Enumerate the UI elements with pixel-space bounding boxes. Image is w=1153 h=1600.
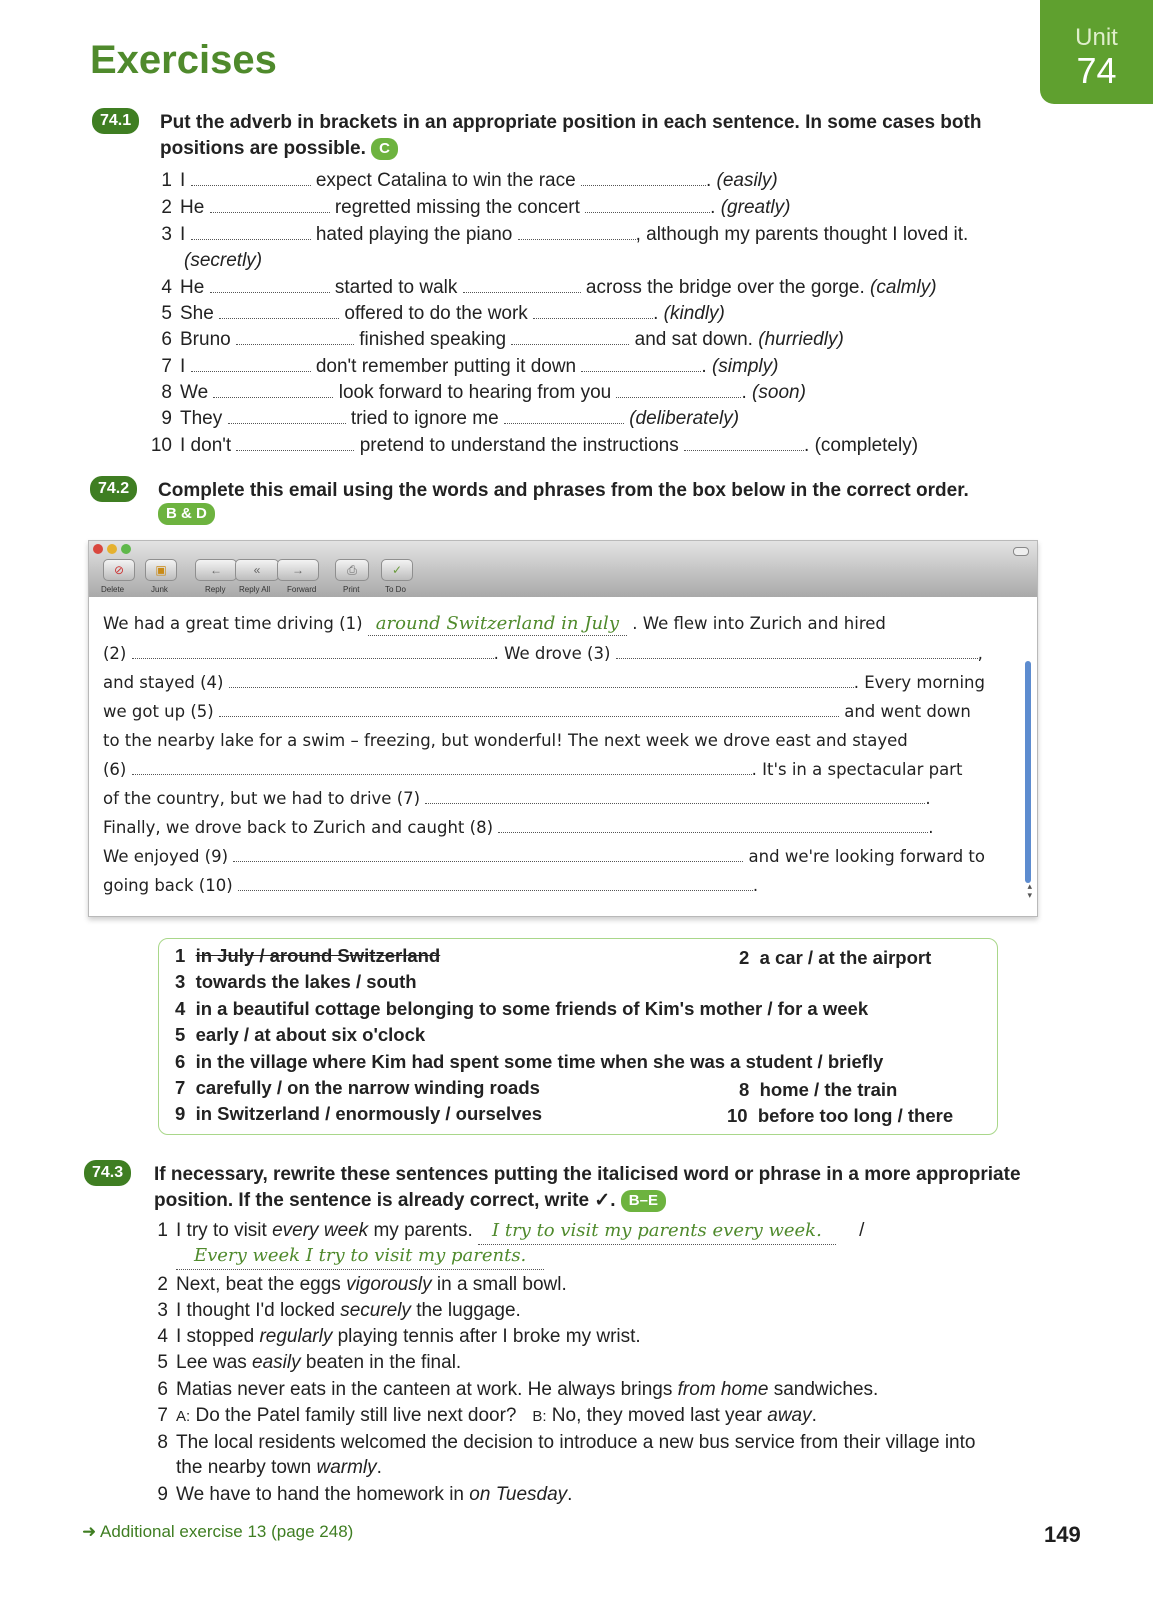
exercise-item [146, 1272, 567, 1298]
email-text: we got up (5) [103, 702, 214, 721]
email-text: and we're looking forward to [748, 847, 985, 866]
exercise-badge-74-1: 74.1 [92, 108, 139, 134]
item-text: hated playing the piano [315, 224, 513, 245]
italic-phrase: warmly [316, 1457, 377, 1478]
exercise-item [150, 275, 937, 301]
exercise-item [150, 301, 725, 327]
exercise-item [150, 168, 778, 194]
phrase-text: towards the lakes / south [195, 971, 417, 992]
item-number: 6 [157, 1379, 168, 1400]
instruction-text: position. If the sentence is already correct, write ✓. [154, 1190, 616, 1211]
email-line [103, 788, 931, 810]
toolbar-label-print: Print [343, 585, 360, 594]
instruction-line [160, 136, 981, 162]
reply-all-icon[interactable]: « [235, 559, 279, 581]
item-tail: , although my parents thought I loved it. [635, 224, 969, 245]
sentence-text: No, they moved last year [546, 1405, 768, 1426]
email-text: . Every morning [853, 673, 985, 692]
phrase-text: in Switzerland / enormously / ourselves [195, 1103, 543, 1124]
item-text: pretend to understand the instructions [359, 435, 679, 456]
phrase-number: 7 [175, 1077, 186, 1098]
instruction-line: If necessary, rewrite these sentences putting the italicised word or phrase in a more appropriate [154, 1164, 1021, 1185]
email-text: Finally, we drove back to Zurich and caught (8) [103, 818, 494, 837]
item-subject: She [180, 303, 214, 324]
instruction-text: positions are possible. [160, 138, 366, 159]
exercise-item-continuation [176, 1455, 382, 1481]
phrase-number: 5 [175, 1024, 186, 1045]
email-line [103, 643, 983, 665]
answer-blank[interactable] [478, 1218, 836, 1245]
email-text: of the country, but we had to drive (7) [103, 789, 421, 808]
email-text: We had a great time driving (1) [103, 614, 363, 633]
exercise-item [150, 195, 790, 221]
email-text: . [925, 789, 931, 808]
exercise-item [146, 1403, 817, 1430]
scrollbar[interactable] [1025, 661, 1031, 883]
item-tail: across the bridge over the gorge. [585, 277, 865, 298]
unit-tab [1040, 0, 1153, 104]
answer-blank[interactable] [213, 383, 333, 398]
italic-phrase: every week [272, 1220, 369, 1241]
exercise-item-continuation [176, 1243, 544, 1270]
phrase-item [727, 1103, 953, 1129]
email-toolbar [89, 541, 1037, 597]
email-line [103, 701, 971, 723]
email-answer-blank[interactable] [132, 760, 752, 775]
phrase-item [739, 1077, 897, 1103]
exercise-item [146, 1430, 975, 1456]
answer-blank[interactable] [581, 171, 706, 186]
item-text: offered to do the work [344, 303, 528, 324]
grammar-ref-pill: C [371, 138, 398, 160]
email-text: , [977, 644, 983, 663]
phrase-item [739, 945, 931, 971]
item-number: 4 [157, 1326, 168, 1347]
adverb-hint: (simply) [711, 356, 779, 377]
email-line [103, 759, 962, 781]
item-number: 1 [157, 1220, 168, 1241]
exercise-item [146, 1324, 641, 1350]
handwritten-answer: around Switzerland in July [375, 613, 619, 634]
reply-icon[interactable]: ← [195, 559, 237, 581]
item-tail: . [710, 197, 716, 218]
toolbar-label-delete: Delete [101, 585, 125, 594]
sentence-text: in a small bowl. [431, 1274, 567, 1295]
phrase-text: early / at about six o'clock [195, 1024, 426, 1045]
separator-slash: / [859, 1220, 865, 1241]
email-line [103, 672, 985, 694]
phrase-number: 4 [175, 998, 186, 1019]
item-number: 5 [157, 1352, 168, 1373]
item-subject: He [180, 277, 205, 298]
email-text: . We flew into Zurich and hired [632, 614, 886, 633]
unit-label: Unit [1075, 24, 1118, 51]
sentence-text: sandwiches. [768, 1379, 879, 1400]
forward-icon[interactable]: → [277, 559, 319, 581]
answer-blank[interactable] [210, 278, 330, 293]
item-number: 9 [161, 408, 172, 429]
phrase-box [158, 938, 998, 1135]
answer-blank[interactable] [191, 171, 311, 186]
item-number: 1 [161, 170, 172, 191]
item-text: tried to ignore me [350, 408, 499, 429]
email-answer-blank[interactable] [219, 702, 839, 717]
answer-blank[interactable] [533, 304, 653, 319]
sentence-text: the luggage. [410, 1300, 521, 1321]
exercise-item [146, 1298, 521, 1324]
sentence-text: the nearby town [176, 1457, 317, 1478]
toolbar-label-forward: Forward [287, 585, 317, 594]
sentence-text: . [567, 1484, 573, 1505]
phrase-item [175, 996, 868, 1022]
item-tail: . [705, 170, 712, 191]
email-line [103, 875, 758, 897]
adverb-hint: (hurriedly) [758, 329, 844, 350]
email-answer-blank[interactable] [132, 644, 494, 659]
exercise-item [150, 354, 778, 380]
sentence-text: my parents. [368, 1220, 473, 1241]
sentence-text: . [811, 1405, 817, 1426]
email-text: going back (10) [103, 876, 233, 895]
answer-blank[interactable] [219, 304, 339, 319]
exercise-item [146, 1218, 864, 1245]
answer-blank[interactable] [463, 278, 581, 293]
email-text: . We drove (3) [493, 644, 611, 663]
exercise-item [150, 222, 968, 248]
close-window-icon[interactable] [93, 544, 103, 554]
answer-blank[interactable] [210, 198, 330, 213]
item-text: started to walk [334, 277, 458, 298]
email-text: and stayed (4) [103, 673, 224, 692]
exercise-instruction [160, 110, 981, 162]
instruction-line: Put the adverb in brackets in an appropriate position in each sentence. In some cases both [160, 112, 982, 133]
item-subject: I [180, 224, 186, 245]
sentence-text: I try to visit [176, 1220, 273, 1241]
adverb-hint: (soon) [752, 382, 806, 403]
phrase-number: 8 [739, 1079, 750, 1100]
page-title: Exercises [90, 38, 277, 82]
item-text: don't remember putting it down [315, 356, 577, 377]
answer-blank[interactable] [191, 225, 311, 240]
item-tail: . [701, 356, 707, 377]
exercise-item [150, 406, 739, 432]
additional-exercise-link[interactable] [82, 1522, 353, 1542]
italic-phrase: from home [677, 1379, 769, 1400]
item-subject: I [180, 170, 186, 191]
answer-blank[interactable] [176, 1243, 544, 1270]
answer-blank[interactable] [684, 436, 804, 451]
phrase-number: 3 [175, 971, 186, 992]
sentence-text: I stopped [176, 1326, 260, 1347]
answer-blank[interactable] [236, 436, 354, 451]
answer-blank[interactable] [585, 198, 710, 213]
answer-blank[interactable] [511, 330, 629, 345]
grammar-ref-pill: B & D [158, 503, 215, 525]
adverb-hint: (easily) [716, 170, 778, 191]
item-number: 3 [157, 1300, 168, 1321]
email-text: (6) [103, 760, 127, 779]
adverb-hint: (secretly) [184, 250, 263, 271]
answer-blank[interactable] [191, 357, 311, 372]
item-number: 7 [161, 356, 172, 377]
sentence-text: Next, beat the eggs [176, 1274, 347, 1295]
item-tail: and sat down. [634, 329, 753, 350]
item-number: 7 [157, 1405, 168, 1426]
item-subject: I [180, 356, 186, 377]
email-answer-blank[interactable] [368, 613, 627, 636]
toolbar-label-reply: Reply [205, 585, 226, 594]
email-text: . [928, 818, 934, 837]
item-tail: . [804, 435, 810, 456]
item-subject: He [180, 197, 205, 218]
link-page-ref: (page 248) [271, 1522, 354, 1541]
sentence-text: Matias never eats in the canteen at work. He always brings [176, 1379, 678, 1400]
sentence-text: Do the Patel family still live next door? [190, 1405, 517, 1426]
delete-icon[interactable]: ⊘ [103, 559, 135, 581]
todo-icon[interactable]: ✓ [381, 559, 413, 581]
phrase-text: home / the train [759, 1079, 898, 1100]
exercise-item [150, 380, 806, 406]
unit-number: 74 [1076, 50, 1117, 91]
item-tail: . [741, 382, 747, 403]
email-text: to the nearby lake for a swim – freezing, but wonderful! The next week we drove east and stayed [103, 731, 908, 750]
italic-phrase: away [767, 1405, 812, 1426]
grammar-ref-pill: B–E [621, 1190, 666, 1212]
adverb-hint: (kindly) [663, 303, 725, 324]
adverb-hint: (completely) [814, 435, 919, 456]
item-subject: Bruno [180, 329, 231, 350]
item-subject: We [180, 382, 209, 403]
email-text: (2) [103, 644, 127, 663]
phrase-text: before too long / there [757, 1105, 954, 1126]
item-number: 2 [161, 197, 172, 218]
sentence-text: playing tennis after I broke my wrist. [332, 1326, 641, 1347]
item-number: 9 [157, 1484, 168, 1505]
phrase-text: in the village where Kim had spent some time when she was a student / briefly [195, 1051, 884, 1072]
email-text: and went down [844, 702, 971, 721]
item-number: 3 [161, 224, 172, 245]
italic-phrase: regularly [259, 1326, 333, 1347]
sentence-text: Lee was [176, 1352, 253, 1373]
email-answer-blank[interactable] [616, 644, 978, 659]
item-subject: I don't [180, 435, 232, 456]
adverb-hint: (deliberately) [629, 408, 740, 429]
phrase-number: 2 [739, 947, 750, 968]
exercise-item [146, 1482, 572, 1508]
item-number: 10 [150, 435, 172, 456]
phrase-text: a car / at the airport [759, 947, 932, 968]
item-number: 2 [157, 1274, 168, 1295]
email-answer-blank[interactable] [229, 673, 854, 688]
item-text: look forward to hearing from you [338, 382, 612, 403]
exercise-item [146, 1377, 878, 1403]
italic-phrase: on Tuesday [469, 1484, 568, 1505]
phrase-item [175, 1101, 542, 1127]
item-number: 4 [161, 277, 172, 298]
answer-blank[interactable] [518, 225, 636, 240]
zoom-window-icon[interactable] [121, 544, 131, 554]
instruction-line [154, 1188, 1021, 1214]
item-subject: They [180, 408, 223, 429]
email-text: . It's in a spectacular part [751, 760, 963, 779]
toolbar-label-todo: To Do [385, 585, 406, 594]
email-line [103, 730, 908, 752]
junk-icon[interactable]: ▣ [145, 559, 177, 581]
sentence-text: I thought I'd locked [176, 1300, 341, 1321]
exercise-instruction [154, 1162, 1021, 1214]
sentence-text: We have to hand the homework in [176, 1484, 470, 1505]
email-answer-blank[interactable] [498, 818, 928, 833]
phrase-item [175, 1022, 425, 1048]
email-line [103, 817, 934, 839]
exercise-instruction [158, 478, 969, 504]
exercise-item [150, 327, 844, 353]
item-text: regretted missing the concert [334, 197, 580, 218]
italic-phrase: easily [252, 1352, 301, 1373]
answer-blank[interactable] [236, 330, 354, 345]
item-number: 8 [161, 382, 172, 403]
italic-phrase: vigorously [346, 1274, 432, 1295]
email-window [88, 540, 1038, 917]
adverb-hint: (greatly) [720, 197, 791, 218]
phrase-number: 10 [727, 1105, 748, 1126]
sentence-text: The local residents welcomed the decision to introduce a new bus service from their village into [176, 1432, 976, 1453]
minimize-window-icon[interactable] [107, 544, 117, 554]
handwritten-answer: I try to visit my parents every week. [492, 1220, 822, 1241]
phrase-text: in July / around Switzerland [195, 945, 441, 966]
item-text: expect Catalina to win the race [315, 170, 576, 191]
link-text: Additional exercise 13 [100, 1522, 267, 1541]
toolbar-label-reply-all: Reply All [239, 585, 271, 594]
answer-blank[interactable] [616, 383, 741, 398]
italic-phrase: securely [340, 1300, 411, 1321]
item-text: finished speaking [359, 329, 507, 350]
handwritten-answer: Every week I try to visit my parents. [194, 1245, 527, 1266]
speaker-label: B: [532, 1408, 547, 1425]
sentence-text: beaten in the final. [300, 1352, 462, 1373]
adverb-hint: (calmly) [870, 277, 937, 298]
answer-blank[interactable] [228, 409, 346, 424]
email-answer-blank[interactable] [233, 847, 743, 862]
answer-blank[interactable] [504, 409, 624, 424]
email-line [103, 846, 985, 868]
email-answer-blank[interactable] [425, 789, 925, 804]
phrase-number: 1 [175, 945, 186, 966]
email-text: We enjoyed (9) [103, 847, 229, 866]
email-line [103, 613, 886, 636]
item-number: 5 [161, 303, 172, 324]
phrase-item [175, 943, 440, 969]
answer-blank[interactable] [581, 357, 701, 372]
speaker-label: A: [176, 1408, 191, 1425]
scroll-arrows-icon[interactable]: ▴ ▾ [1027, 881, 1032, 900]
sentence-text: . [376, 1457, 382, 1478]
exercise-item [146, 1350, 461, 1376]
page-number: 149 [1044, 1522, 1081, 1547]
item-number: 8 [157, 1432, 168, 1453]
phrase-item [175, 1049, 883, 1075]
exercise-item-continuation [184, 248, 262, 274]
phrase-item [175, 1075, 540, 1101]
phrase-number: 9 [175, 1103, 186, 1124]
email-text: . [752, 876, 759, 895]
toolbar-toggle-icon[interactable] [1013, 547, 1029, 556]
instruction-line: Complete this email using the words and phrases from the box below in the correct order. [158, 480, 969, 501]
exercise-item [150, 433, 918, 459]
phrase-item [175, 969, 417, 995]
phrase-text: carefully / on the narrow winding roads [195, 1077, 540, 1098]
item-tail: . [653, 303, 659, 324]
phrase-text: in a beautiful cottage belonging to some friends of Kim's mother / for a week [195, 998, 869, 1019]
item-number: 6 [161, 329, 172, 350]
email-answer-blank[interactable] [238, 876, 753, 891]
arrow-right-icon: ➜ [82, 1522, 97, 1541]
exercise-badge-74-2: 74.2 [90, 476, 137, 502]
print-icon[interactable]: ⎙ [335, 559, 369, 581]
email-body [89, 597, 1037, 916]
phrase-number: 6 [175, 1051, 186, 1072]
exercise-badge-74-3: 74.3 [84, 1160, 131, 1186]
toolbar-label-junk: Junk [151, 585, 168, 594]
